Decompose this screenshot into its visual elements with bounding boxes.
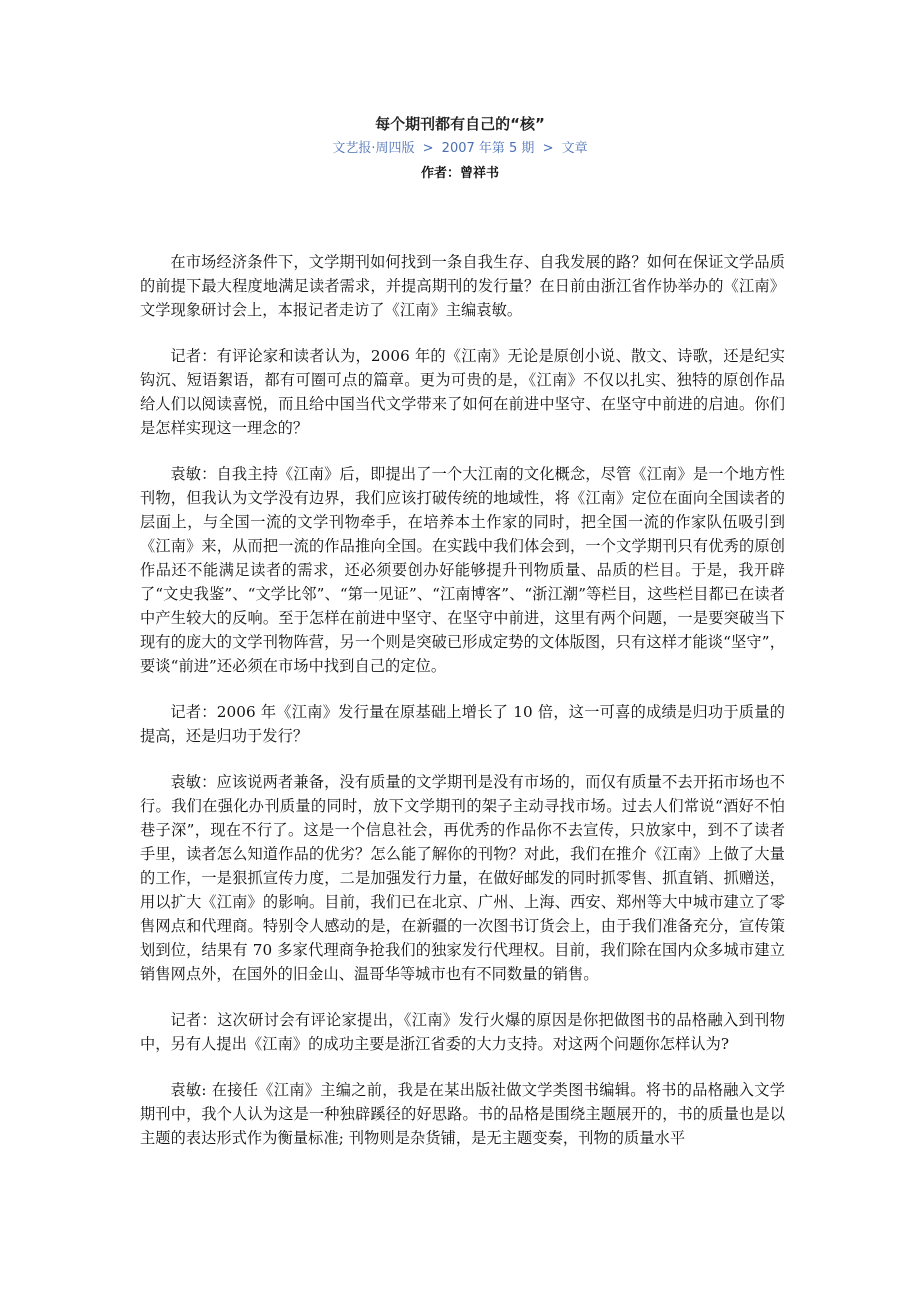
paragraph-answer-3: 袁敏: 在接任《江南》主编之前，我是在某出版社做文学类图书编辑。将书的品格融入文学期刊中，我个人认为这是一种独辟蹊径的好思路。书的品格是围绕主题展开的，书的质量也是以主题的表达形式作为衡量标准; 刊物则是杂货铺，是无主题变奏，刊物的质量水平 [140,1081,785,1147]
breadcrumb-section-link[interactable]: 文章 [561,141,588,156]
breadcrumb-separator: > [422,141,434,156]
paragraph-intro: 在市场经济条件下，文学期刊如何找到一条自我生存、自我发展的路？如何在保证文学品质的前提下最大程度地满足读者需求，并提高期刊的发行量？在日前由浙江省作协举办的《江南》文学现象研讨会上，本报记者走访了《江南》主编袁敏。 [140,253,785,319]
article-title: 每个期刊都有自己的“核” [375,115,545,133]
article-header [0,112,920,186]
author-name: 曾祥书 [460,166,500,181]
article-body [140,250,785,1172]
breadcrumb-publication-link[interactable]: 文艺报·周四版 [332,141,415,156]
breadcrumb [0,138,920,160]
paragraph-answer-1: 袁敏：自我主持《江南》后，即提出了一个大江南的文化概念，尽管《江南》是一个地方性刊物，但我认为文学没有边界，我们应该打破传统的地域性，将《江南》定位在面向全国读者的层面上，与全国一流的文学刊物牵手，在培养本土作家的同时，把全国一流的作家队伍吸引到《江南》来，从而把一流的作品推向全国。在实践中我们体会到，一个文学期刊只有优秀的原创作品还不能满足读者的需求，还必须要创办好能够提升刊物质量、品质的栏目。于是，我开辟了“文史我鉴”、“文学比邻”、“第一见证”、“江南博客”、“浙江潮”等栏目，这些栏目都已在读者中产生较大的反响。至于怎样在前进中坚守、在坚守中前进，这里有两个问题，一是要突破当下现有的庞大的文学刊物阵营，另一个则是突破已形成定势的文体版图，只有这样才能谈“坚守”，要谈“前进”还必须在市场中找到自己的定位。 [140,465,785,675]
paragraph-question-3: 记者：这次研讨会有评论家提出，《江南》发行火爆的原因是你把做图书的品格融入到刊物中，另有人提出《江南》的成功主要是浙江省委的大力支持。对这两个问题你怎样认为? [140,1011,785,1053]
author-label: 作者： [420,166,460,181]
article-author [0,162,920,186]
paragraph-question-1: 记者：有评论家和读者认为，2006 年的《江南》无论是原创小说、散文、诗歌，还是纪实钩沉、短语絮语，都有可圈可点的篇章。更为可贵的是，《江南》不仅以扎实、独特的原创作品给人们以阅读喜悦，而且给中国当代文学带来了如何在前进中坚守、在坚守中前进的启迪。你们是怎样实现这一理念的？ [140,347,785,437]
breadcrumb-separator: > [542,141,554,156]
paragraph-question-2: 记者：2006 年《江南》发行量在原基础上增长了 10 倍，这一可喜的成绩是归功于质量的提高，还是归功于发行？ [140,703,785,745]
breadcrumb-issue-link[interactable]: 2007 年第 5 期 [441,141,535,156]
paragraph-answer-2: 袁敏：应该说两者兼备，没有质量的文学期刊是没有市场的，而仅有质量不去开拓市场也不行。我们在强化办刊质量的同时，放下文学期刊的架子主动寻找市场。过去人们常说“酒好不怕巷子深”，现在不行了。这是一个信息社会，再优秀的作品你不去宣传，只放家中，到不了读者手里，读者怎么知道作品的优劣？怎么能了解你的刊物？对此，我们在推介《江南》上做了大量的工作，一是狠抓宣传力度，二是加强发行力量，在做好邮发的同时抓零售、抓直销、抓赠送，用以扩大《江南》的影响。目前，我们已在北京、广州、上海、西安、郑州等大中城市建立了零售网点和代理商。特别令人感动的是，在新疆的一次图书订货会上，由于我们准备充分，宣传策划到位，结果有 70 多家代理商争抢我们的独家发行代理权。目前，我们除在国内众多城市建立销售网点外，在国外的旧金山、温哥华等城市也有不同数量的销售。 [140,773,785,983]
